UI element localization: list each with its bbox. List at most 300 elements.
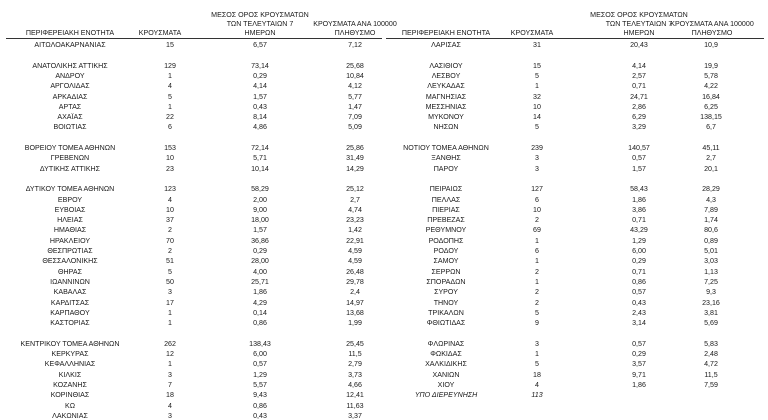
per100k-cell: 45,11 bbox=[702, 144, 720, 152]
avg7-cell: 6,29 bbox=[632, 113, 646, 122]
cases-cell: 15 bbox=[166, 41, 174, 49]
cases-cell: 2 bbox=[168, 226, 172, 235]
per100k-cell: 5,01 bbox=[704, 247, 718, 255]
avg7-cell: 0,43 bbox=[253, 411, 267, 420]
cases-cell: 22 bbox=[166, 113, 174, 122]
table-row bbox=[0, 371, 384, 379]
region-cell: ΜΑΓΝΗΣΙΑΣ bbox=[425, 92, 467, 101]
per100k-cell: 0,89 bbox=[704, 236, 718, 245]
per100k-cell: 7,25 bbox=[704, 277, 718, 286]
table-row bbox=[384, 62, 768, 70]
table-row bbox=[0, 381, 384, 389]
per100k-cell: 5,83 bbox=[704, 339, 718, 348]
avg7-cell: 138,43 bbox=[249, 339, 271, 348]
per100k-cell: 3,81 bbox=[704, 308, 718, 317]
cases-cell: 15 bbox=[533, 61, 541, 70]
per100k-cell: 16,84 bbox=[702, 92, 720, 101]
table-row bbox=[0, 216, 384, 224]
spacer-row bbox=[0, 175, 384, 183]
table-row bbox=[0, 319, 384, 327]
avg7-cell: 3,57 bbox=[632, 360, 646, 369]
table-row bbox=[384, 237, 768, 245]
region-cell: ΑΡΚΑΔΙΑΣ bbox=[52, 92, 88, 101]
table-row bbox=[384, 340, 768, 348]
avg7-cell: 2,43 bbox=[632, 308, 646, 317]
table-row bbox=[0, 206, 384, 214]
spacer-row bbox=[384, 175, 768, 183]
table-row bbox=[384, 41, 768, 49]
cases-cell: 129 bbox=[164, 61, 176, 70]
table-row bbox=[0, 299, 384, 307]
cases-cell: 4 bbox=[168, 195, 172, 204]
avg7-cell: 0,29 bbox=[632, 350, 646, 358]
table-row bbox=[384, 288, 768, 296]
region-cell: ΣΥΡΟΥ bbox=[434, 288, 458, 297]
avg-header-line2: ΤΩΝ ΤΕΛΕΥΤΑΙΩΝ 7 bbox=[226, 20, 294, 28]
cases-cell: 7 bbox=[168, 380, 172, 389]
table-row bbox=[0, 62, 384, 70]
cases-header: ΚΡΟΥΣΜΑΤΑ bbox=[138, 29, 182, 37]
table-row bbox=[384, 185, 768, 193]
avg7-cell: 2,57 bbox=[632, 71, 646, 80]
per100k-cell: 2,7 bbox=[706, 154, 716, 163]
region-cell: ΝΗΣΩΝ bbox=[433, 123, 459, 132]
avg7-cell: 10,14 bbox=[251, 164, 269, 173]
table-row bbox=[0, 185, 384, 193]
cases-cell: 1 bbox=[168, 102, 172, 111]
avg7-cell: 0,57 bbox=[632, 288, 646, 297]
avg7-cell: 1,57 bbox=[253, 92, 267, 101]
region-cell: ΑΡΤΑΣ bbox=[58, 102, 82, 111]
cases-cell: 1 bbox=[535, 236, 539, 245]
per100k-cell: 28,29 bbox=[702, 185, 720, 194]
avg7-cell: 3,86 bbox=[632, 205, 646, 214]
table-row bbox=[0, 288, 384, 296]
region-cell: ΠΑΡΟΥ bbox=[433, 164, 459, 173]
avg7-cell: 4,86 bbox=[253, 123, 267, 132]
region-cell: ΥΠΟ ΔΙΕΡΕΥΝΗΣΗ bbox=[414, 391, 478, 400]
cases-cell: 69 bbox=[533, 226, 541, 235]
per100k-cell: 5,09 bbox=[348, 123, 362, 132]
avg7-cell: 9,71 bbox=[632, 370, 646, 379]
table-row bbox=[0, 278, 384, 286]
avg7-cell: 25,71 bbox=[251, 277, 269, 286]
cases-cell: 10 bbox=[533, 205, 541, 214]
per100k-cell: 1,42 bbox=[348, 226, 362, 235]
avg-header-line2: ΤΩΝ ΤΕΛΕΥΤΑΙΩΝ 7 bbox=[605, 20, 673, 28]
per100k-cell: 4,12 bbox=[348, 82, 362, 91]
cases-cell: 1 bbox=[168, 319, 172, 328]
cases-header: ΚΡΟΥΣΜΑΤΑ bbox=[510, 29, 554, 37]
cases-cell: 2 bbox=[535, 216, 539, 225]
region-cell: ΤΗΝΟΥ bbox=[433, 298, 459, 307]
cases-cell: 6 bbox=[168, 123, 172, 132]
avg7-cell: 0,29 bbox=[253, 71, 267, 80]
region-cell: ΕΥΒΟΙΑΣ bbox=[54, 205, 86, 214]
per100k-cell: 2,7 bbox=[350, 195, 360, 204]
table-row bbox=[384, 268, 768, 276]
region-cell: ΜΕΣΣΗΝΙΑΣ bbox=[425, 102, 467, 111]
avg7-cell: 5,57 bbox=[253, 380, 267, 389]
table-row bbox=[0, 257, 384, 265]
per100k-cell: 25,68 bbox=[346, 61, 364, 70]
avg7-cell: 0,71 bbox=[632, 82, 646, 91]
per100k-cell: 12,41 bbox=[346, 391, 364, 400]
header-rule bbox=[6, 38, 382, 39]
region-cell: ΦΩΚΙΔΑΣ bbox=[430, 350, 462, 358]
per100k-cell: 1,47 bbox=[348, 102, 362, 111]
table-row bbox=[384, 391, 768, 399]
cases-cell: 113 bbox=[531, 391, 543, 400]
per100k-cell: 80,6 bbox=[704, 226, 718, 235]
per100k-cell: 14,29 bbox=[346, 164, 364, 173]
per100k-cell: 23,16 bbox=[702, 298, 720, 307]
region-cell: ΝΟΤΙΟΥ ΤΟΜΕΑ ΑΘΗΝΩΝ bbox=[403, 144, 489, 152]
avg7-cell: 6,57 bbox=[253, 41, 267, 49]
per100k-cell: 19,9 bbox=[704, 61, 718, 70]
table-row bbox=[384, 247, 768, 255]
cases-cell: 32 bbox=[533, 92, 541, 101]
table-row bbox=[0, 247, 384, 255]
region-cell: ΒΟΡΕΙΟΥ ΤΟΜΕΑ ΑΘΗΝΩΝ bbox=[24, 144, 116, 152]
cases-cell: 23 bbox=[166, 164, 174, 173]
table-row bbox=[0, 113, 384, 121]
avg7-cell: 58,43 bbox=[630, 185, 648, 194]
cases-cell: 5 bbox=[535, 123, 539, 132]
per100k-cell: 138,15 bbox=[700, 113, 722, 122]
cases-cell: 5 bbox=[535, 71, 539, 80]
per100k-cell: 5,77 bbox=[348, 92, 362, 101]
right-table bbox=[384, 0, 768, 414]
avg7-cell: 24,71 bbox=[630, 92, 648, 101]
region-cell: ΗΡΑΚΛΕΙΟΥ bbox=[49, 236, 91, 245]
avg7-cell: 4,14 bbox=[253, 82, 267, 91]
region-cell: ΔΥΤΙΚΗΣ ΑΤΤΙΚΗΣ bbox=[39, 164, 101, 173]
region-cell: ΚΕΦΑΛΛΗΝΙΑΣ bbox=[44, 360, 96, 369]
cases-cell: 50 bbox=[166, 277, 174, 286]
avg7-cell: 4,29 bbox=[253, 298, 267, 307]
cases-cell: 2 bbox=[535, 298, 539, 307]
per100k-cell: 6,7 bbox=[706, 123, 716, 132]
avg7-cell: 2,86 bbox=[632, 102, 646, 111]
per100k-cell: 10,84 bbox=[346, 71, 364, 80]
cases-cell: 1 bbox=[535, 350, 539, 358]
per100k-cell: 20,1 bbox=[704, 164, 718, 173]
cases-cell: 1 bbox=[535, 277, 539, 286]
avg-header-line3: ΗΜΕΡΩΝ bbox=[244, 29, 276, 37]
cases-cell: 10 bbox=[533, 102, 541, 111]
region-cell: ΚΙΛΚΙΣ bbox=[58, 370, 82, 379]
region-cell: ΚΩ bbox=[64, 401, 76, 410]
cases-cell: 1 bbox=[168, 71, 172, 80]
per100k-cell: 22,91 bbox=[346, 236, 364, 245]
table-row bbox=[0, 391, 384, 399]
region-cell: ΧΙΟΥ bbox=[437, 380, 455, 389]
per100k-cell: 1,74 bbox=[704, 216, 718, 225]
per100k-cell: 5,78 bbox=[704, 71, 718, 80]
table-row bbox=[384, 72, 768, 80]
avg7-cell: 140,57 bbox=[628, 144, 650, 152]
table-row bbox=[0, 412, 384, 420]
region-cell: ΛΑΡΙΣΑΣ bbox=[431, 41, 461, 49]
table-row bbox=[384, 278, 768, 286]
spacer-row bbox=[384, 134, 768, 142]
region-cell: ΑΡΓΟΛΙΔΑΣ bbox=[50, 82, 90, 91]
avg7-cell: 0,57 bbox=[632, 154, 646, 163]
per100k-cell: 4,59 bbox=[348, 257, 362, 266]
avg7-cell: 0,71 bbox=[632, 216, 646, 225]
region-cell: ΛΕΥΚΑΔΑΣ bbox=[427, 82, 465, 91]
table-row bbox=[384, 165, 768, 173]
avg7-cell: 0,86 bbox=[253, 319, 267, 328]
table-row bbox=[0, 268, 384, 276]
cases-cell: 37 bbox=[166, 216, 174, 225]
region-cell: ΚΟΖΑΝΗΣ bbox=[53, 380, 87, 389]
per100k-cell: 25,45 bbox=[346, 339, 364, 348]
avg7-cell: 0,29 bbox=[253, 247, 267, 255]
per100k-header-line2: ΠΛΗΘΥΣΜΟ bbox=[691, 29, 733, 37]
avg7-cell: 0,29 bbox=[632, 257, 646, 266]
per100k-cell: 2,4 bbox=[350, 288, 360, 297]
table-row bbox=[384, 381, 768, 389]
per100k-cell: 5,69 bbox=[704, 319, 718, 328]
cases-cell: 10 bbox=[166, 154, 174, 163]
region-cell: ΠΕΙΡΑΙΩΣ bbox=[429, 185, 463, 194]
per100k-cell: 9,3 bbox=[706, 288, 716, 297]
avg-header-line1: ΜΕΣΟΣ ΟΡΟΣ ΚΡΟΥΣΜΑΤΩΝ bbox=[590, 11, 688, 19]
region-cell: ΙΩΑΝΝΙΝΩΝ bbox=[50, 277, 90, 286]
table-row bbox=[0, 103, 384, 111]
per100k-cell: 3,37 bbox=[348, 411, 362, 420]
table-row bbox=[0, 154, 384, 162]
avg7-cell: 0,14 bbox=[253, 308, 267, 317]
region-cell: ΧΑΝΙΩΝ bbox=[432, 370, 460, 379]
cases-cell: 2 bbox=[535, 288, 539, 297]
region-cell: ΦΛΩΡΙΝΑΣ bbox=[427, 339, 465, 348]
cases-cell: 3 bbox=[168, 288, 172, 297]
table-row bbox=[384, 371, 768, 379]
per100k-cell: 26,48 bbox=[346, 267, 364, 276]
per100k-cell: 4,3 bbox=[706, 195, 716, 204]
per100k-cell: 25,86 bbox=[346, 144, 364, 152]
cases-cell: 2 bbox=[535, 267, 539, 276]
region-cell: ΡΕΘΥΜΝΟΥ bbox=[425, 226, 467, 235]
cases-cell: 2 bbox=[168, 247, 172, 255]
region-cell: ΑΧΑΪΑΣ bbox=[57, 113, 83, 122]
region-cell: ΑΝΔΡΟΥ bbox=[55, 71, 85, 80]
cases-cell: 12 bbox=[166, 350, 174, 358]
per100k-cell: 13,68 bbox=[346, 308, 364, 317]
cases-cell: 18 bbox=[533, 370, 541, 379]
cases-cell: 123 bbox=[164, 185, 176, 194]
avg7-cell: 0,43 bbox=[253, 102, 267, 111]
region-cell: ΠΙΕΡΙΑΣ bbox=[432, 205, 460, 214]
avg-header-line1: ΜΕΣΟΣ ΟΡΟΣ ΚΡΟΥΣΜΑΤΩΝ bbox=[211, 11, 309, 19]
region-cell: ΞΑΝΘΗΣ bbox=[431, 154, 461, 163]
avg7-cell: 4,00 bbox=[253, 267, 267, 276]
table-row bbox=[0, 196, 384, 204]
per100k-cell: 1,13 bbox=[704, 267, 718, 276]
cases-cell: 127 bbox=[531, 185, 543, 194]
table-row bbox=[384, 123, 768, 131]
region-cell: ΠΕΛΛΑΣ bbox=[431, 195, 461, 204]
cases-cell: 18 bbox=[166, 391, 174, 400]
table-row bbox=[384, 350, 768, 358]
avg7-cell: 5,71 bbox=[253, 154, 267, 163]
per100k-cell: 3,73 bbox=[348, 370, 362, 379]
spacer-row bbox=[0, 329, 384, 337]
table-row bbox=[0, 144, 384, 152]
table-row bbox=[0, 360, 384, 368]
table-row bbox=[0, 340, 384, 348]
region-cell: ΛΕΣΒΟΥ bbox=[431, 71, 461, 80]
cases-cell: 5 bbox=[168, 92, 172, 101]
per100k-cell: 1,99 bbox=[348, 319, 362, 328]
table-row bbox=[384, 216, 768, 224]
table-row bbox=[384, 257, 768, 265]
cases-cell: 1 bbox=[535, 257, 539, 266]
cases-cell: 5 bbox=[535, 308, 539, 317]
per100k-cell: 11,5 bbox=[348, 350, 362, 358]
avg7-cell: 9,43 bbox=[253, 391, 267, 400]
avg7-cell: 0,86 bbox=[253, 401, 267, 410]
region-cell: ΑΝΑΤΟΛΙΚΗΣ ΑΤΤΙΚΗΣ bbox=[32, 61, 108, 70]
cases-cell: 3 bbox=[535, 154, 539, 163]
region-cell: ΒΟΙΩΤΙΑΣ bbox=[53, 123, 87, 132]
table-row bbox=[384, 82, 768, 90]
table-row bbox=[0, 41, 384, 49]
per100k-cell: 4,59 bbox=[348, 247, 362, 255]
spacer-row bbox=[0, 134, 384, 142]
per100k-header-line1: ΚΡΟΥΣΜΑΤΑ ΑΝΑ 100000 bbox=[313, 20, 397, 28]
avg7-cell: 6,00 bbox=[253, 350, 267, 358]
avg7-cell: 9,00 bbox=[253, 205, 267, 214]
per100k-cell: 7,89 bbox=[704, 205, 718, 214]
region-cell: ΚΕΡΚΥΡΑΣ bbox=[51, 350, 89, 358]
region-cell: ΠΡΕΒΕΖΑΣ bbox=[427, 216, 465, 225]
avg7-cell: 72,14 bbox=[251, 144, 269, 152]
avg7-cell: 1,86 bbox=[253, 288, 267, 297]
table-row bbox=[0, 72, 384, 80]
cases-cell: 9 bbox=[535, 319, 539, 328]
per100k-cell: 7,09 bbox=[348, 113, 362, 122]
cases-cell: 4 bbox=[535, 380, 539, 389]
avg7-cell: 1,29 bbox=[253, 370, 267, 379]
cases-cell: 17 bbox=[166, 298, 174, 307]
table-row bbox=[384, 360, 768, 368]
region-cell: ΚΑΡΠΑΘΟΥ bbox=[50, 308, 90, 317]
region-cell: ΗΜΑΘΙΑΣ bbox=[53, 226, 87, 235]
cases-cell: 153 bbox=[164, 144, 176, 152]
avg7-cell: 1,57 bbox=[253, 226, 267, 235]
per100k-header-line2: ΠΛΗΘΥΣΜΟ bbox=[334, 29, 376, 37]
avg7-cell: 1,29 bbox=[632, 236, 646, 245]
per100k-cell: 4,22 bbox=[704, 82, 718, 91]
cases-cell: 3 bbox=[168, 411, 172, 420]
per100k-cell: 31,49 bbox=[346, 154, 364, 163]
avg7-cell: 28,00 bbox=[251, 257, 269, 266]
region-cell: ΧΑΛΚΙΔΙΚΗΣ bbox=[425, 360, 467, 369]
table-row bbox=[384, 93, 768, 101]
table-row bbox=[0, 237, 384, 245]
cases-cell: 51 bbox=[166, 257, 174, 266]
region-cell: ΕΒΡΟΥ bbox=[57, 195, 83, 204]
region-header: ΠΕΡΙΦΕΡΕΙΑΚΗ ΕΝΟΤΗΤΑ bbox=[401, 29, 491, 37]
avg7-cell: 0,43 bbox=[632, 298, 646, 307]
per100k-cell: 23,23 bbox=[346, 216, 364, 225]
region-cell: ΡΟΔΟΠΗΣ bbox=[428, 236, 464, 245]
table-row bbox=[0, 123, 384, 131]
region-cell: ΦΘΙΩΤΙΔΑΣ bbox=[426, 319, 466, 328]
spacer-row bbox=[384, 329, 768, 337]
cases-cell: 70 bbox=[166, 236, 174, 245]
per100k-cell: 11,5 bbox=[704, 370, 718, 379]
region-cell: ΗΛΕΙΑΣ bbox=[57, 216, 83, 225]
region-cell: ΚΑΡΔΙΤΣΑΣ bbox=[50, 298, 90, 307]
per100k-cell: 29,78 bbox=[346, 277, 364, 286]
cases-cell: 6 bbox=[535, 247, 539, 255]
region-cell: ΛΑΣΙΘΙΟΥ bbox=[429, 61, 463, 70]
region-cell: ΛΑΚΩΝΙΑΣ bbox=[52, 411, 88, 420]
avg7-cell: 8,14 bbox=[253, 113, 267, 122]
avg7-cell: 1,86 bbox=[632, 380, 646, 389]
per100k-cell: 14,97 bbox=[346, 298, 364, 307]
per100k-cell: 11,63 bbox=[346, 401, 364, 410]
per100k-cell: 7,12 bbox=[348, 41, 362, 49]
table-row bbox=[0, 309, 384, 317]
region-cell: ΣΑΜΟΥ bbox=[433, 257, 459, 266]
cases-cell: 10 bbox=[166, 205, 174, 214]
table-row bbox=[384, 196, 768, 204]
avg7-cell: 20,43 bbox=[630, 41, 648, 49]
table-row bbox=[384, 206, 768, 214]
region-cell: ΡΟΔΟΥ bbox=[433, 247, 459, 255]
per100k-cell: 2,48 bbox=[704, 350, 718, 358]
per100k-cell: 4,72 bbox=[704, 360, 718, 369]
avg7-cell: 4,14 bbox=[632, 61, 646, 70]
region-cell: ΚΕΝΤΡΙΚΟΥ ΤΟΜΕΑ ΑΘΗΝΩΝ bbox=[20, 339, 120, 348]
cases-cell: 1 bbox=[168, 308, 172, 317]
avg7-cell: 0,57 bbox=[632, 339, 646, 348]
table-row bbox=[384, 144, 768, 152]
per100k-cell: 2,79 bbox=[348, 360, 362, 369]
cases-cell: 1 bbox=[535, 82, 539, 91]
spacer-row bbox=[0, 51, 384, 59]
region-cell: ΣΕΡΡΩΝ bbox=[431, 267, 461, 276]
avg7-cell: 2,00 bbox=[253, 195, 267, 204]
per100k-cell: 3,03 bbox=[704, 257, 718, 266]
cases-cell: 14 bbox=[533, 113, 541, 122]
region-cell: ΚΟΡΙΝΘΙΑΣ bbox=[50, 391, 90, 400]
table-row bbox=[0, 82, 384, 90]
table-row bbox=[0, 226, 384, 234]
region-cell: ΤΡΙΚΑΛΩΝ bbox=[428, 308, 464, 317]
table-row bbox=[384, 309, 768, 317]
cases-cell: 5 bbox=[168, 267, 172, 276]
region-cell: ΓΡΕΒΕΝΩΝ bbox=[50, 154, 90, 163]
per100k-cell: 25,12 bbox=[346, 185, 364, 194]
cases-cell: 3 bbox=[535, 339, 539, 348]
table-row bbox=[384, 154, 768, 162]
region-cell: ΘΕΣΣΑΛΟΝΙΚΗΣ bbox=[42, 257, 98, 266]
cases-cell: 262 bbox=[164, 339, 176, 348]
cases-cell: 5 bbox=[535, 360, 539, 369]
avg7-cell: 1,86 bbox=[632, 195, 646, 204]
region-cell: ΔΥΤΙΚΟΥ ΤΟΜΕΑ ΑΘΗΝΩΝ bbox=[25, 185, 115, 194]
avg7-cell: 6,00 bbox=[632, 247, 646, 255]
avg7-cell: 43,29 bbox=[630, 226, 648, 235]
avg7-cell: 73,14 bbox=[251, 61, 269, 70]
